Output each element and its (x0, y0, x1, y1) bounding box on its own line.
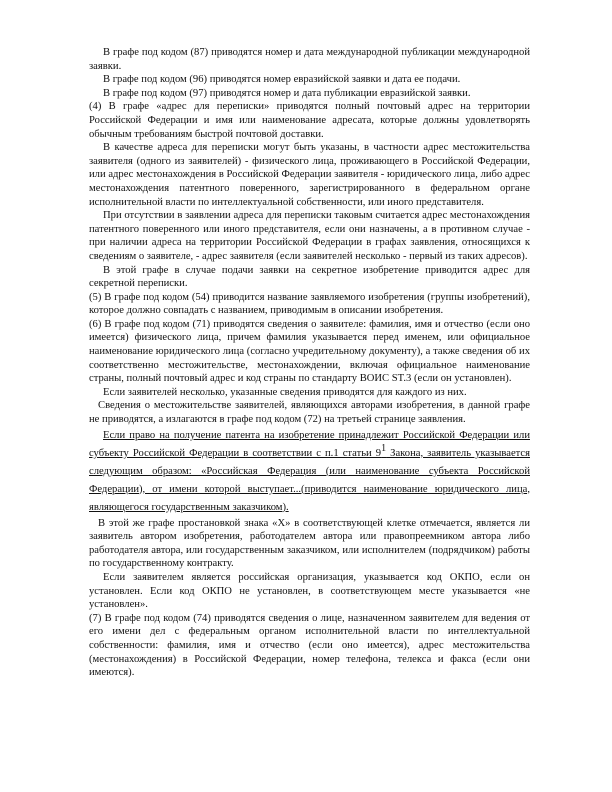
paragraph-missing-address: При отсутствии в заявлении адреса для переписки таковым считается адрес местонахождения патентного поверенного или иного представителя, если они назначены, а в противном случае - при наличии адреса на территории Российской Федерации в графах заявления, относящихся к сведениям о заявителе, - адрес заявителя (если заявителей несколько - первый из таких адресов). (89, 210, 530, 262)
paragraph-item-5: (5) В графе под кодом (54) приводится название заявляемого изобретения (группы изобретений), которое должно совпадать с названием, приводимым в описании изобретения. (89, 291, 530, 317)
paragraph-multiple-applicants: Если заявителей несколько, указанные сведения приводятся для каждого из них. (103, 386, 467, 398)
paragraph-okpo-code: Если заявителем является российская организация, указывается код ОКПО, если он установлен. Если код ОКПО не установлен, в соответствующем месте указывается «не установлен». (89, 572, 530, 611)
paragraph-code-96: В графе под кодом (96) приводятся номер евразийской заявки и дата ее подачи. (103, 74, 461, 86)
patent-right-text-after: Закона, заявитель указывается следующим образом: «Российская Федерация (или наименование субъекта Российской Федерации), от имени которой выступает...(приводится наименование юридического лица, являющегося государственным заказчиком). (89, 447, 530, 513)
article-superscript: 1 (381, 442, 387, 454)
patent-right-text-before: Если право на получение патента на изобретение принадлежит Российской Федерации или субъекту Российской Федерации в соответствии с п.1 статьи 9 (89, 429, 530, 459)
paragraph-patent-right (89, 427, 530, 517)
paragraph-correspondence-address: В качестве адреса для переписки могут быть указаны, в частности адрес местожительства заявителя (одного из заявителей) - физического лица, проживающего в Российской Федерации, или адрес местонахождения в Российской Федерации заявителя - юридического лица, либо адрес местонахождения патентного поверенного, зарегистрированного в федеральном органе исполнительной власти по интеллектуальной собственности, или иного представителя. (89, 142, 530, 208)
paragraph-secret-correspondence: В этой графе в случае подачи заявки на секретное изобретение приводится адрес для секретной переписки. (89, 264, 530, 290)
paragraph-code-97: В графе под кодом (97) приводятся номер и дата публикации евразийской заявки. (103, 87, 471, 99)
paragraph-item-7: (7) В графе под кодом (74) приводятся сведения о лице, назначенном заявителем для ведения от его имени дел с федеральным органом исполнительной власти по интеллектуальной собственности: фамилия, имя и отчество (если оно имеется), адрес местожительства (местонахождения) в Российской Федерации, номер телефона, телекса и факса (если они имеются). (89, 612, 530, 679)
paragraph-item-6: (6) В графе под кодом (71) приводятся сведения о заявителе: фамилия, имя и отчество (если оно имеется) физического лица, причем фамилия указывается перед именем, или официальное наименование юридического лица (согласно учредительному документу), а также сведения об их соответственно местожительстве, местонахождении, включая официальное наименование страны, полный почтовый адрес и код страны по стандарту ВОИС ST.3 (если он установлен). (89, 318, 530, 385)
paragraph-code-87: В графе под кодом (87) приводятся номер и дата международной публикации международной заявки. (89, 47, 530, 72)
paragraph-item-4: (4) В графе «адрес для переписки» приводятся полный почтовый адрес на территории Российской Федерации и имя или наименование адресата, которые должны удовлетворять обычным требованиям быстрой почтовой доставки. (89, 101, 530, 140)
paragraph-applicant-residence: Сведения о местожительстве заявителей, являющихся авторами изобретения, в данной графе не приводятся, а излагаются в графе под кодом (72) на третьей странице заявления. (89, 400, 530, 426)
paragraph-x-mark: В этой же графе простановкой знака «X» в соответствующей клетке отмечается, является ли заявитель автором изобретения, работодателем автора или правопреемником автора либо работодателя автора, или государственным заказчиком, или исполнителем (подрядчиком) работы по государственному контракту. (89, 517, 530, 570)
